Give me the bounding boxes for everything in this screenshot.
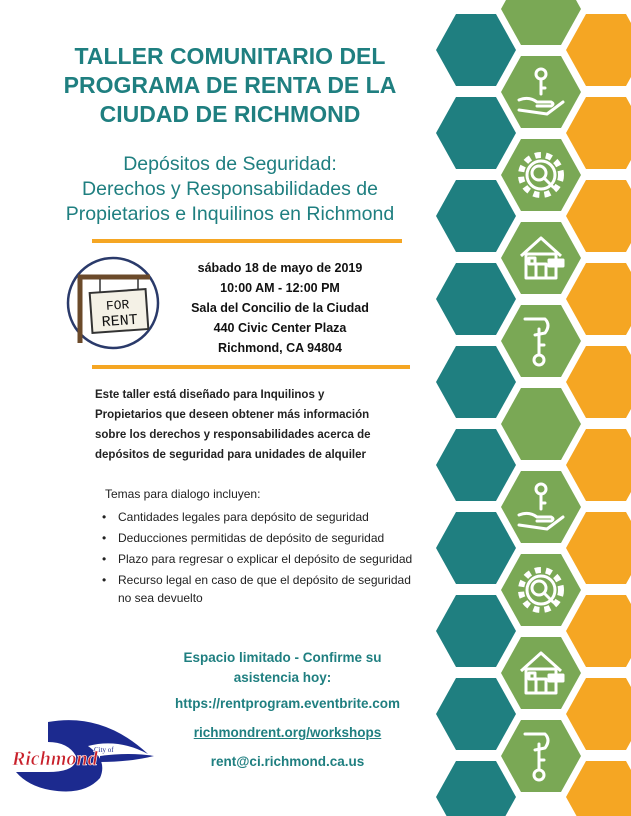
topics-heading: Temas para dialogo incluyen: bbox=[105, 487, 261, 501]
subtitle-line: Derechos y Responsabilidades de bbox=[82, 178, 378, 200]
list-item: • Cantidades legales para depósito de seguridad bbox=[98, 508, 418, 526]
rsvp-callout bbox=[145, 648, 420, 688]
divider bbox=[92, 239, 402, 243]
description-line: Propietarios que deseen obtener más información bbox=[95, 409, 370, 421]
event-venue: Sala del Concilio de la Ciudad bbox=[191, 301, 369, 315]
sign-text: FOR bbox=[105, 297, 130, 314]
title-line: PROGRAMA DE RENTA DE LA bbox=[63, 72, 397, 98]
subtitle bbox=[30, 152, 430, 227]
event-details bbox=[175, 258, 385, 358]
description bbox=[95, 385, 425, 465]
rsvp-line: asistencia hoy: bbox=[233, 670, 332, 685]
list-item: • Plazo para regresar o explicar el depósito de seguridad bbox=[98, 550, 418, 568]
divider bbox=[92, 365, 410, 369]
sign-text: RENT bbox=[101, 311, 139, 332]
logo-name: Richmond bbox=[12, 748, 98, 770]
subtitle-line: Depósitos de Seguridad: bbox=[123, 153, 337, 175]
list-item: • Deducciones permitidas de depósito de seguridad bbox=[98, 529, 418, 547]
list-item: • Recurso legal en caso de que el depósito de seguridad no sea devuelto bbox=[98, 571, 418, 607]
description-line: sobre los derechos y responsabilidades acerca de bbox=[95, 429, 371, 441]
event-time: 10:00 AM - 12:00 PM bbox=[220, 281, 340, 295]
title-line: CIUDAD DE RICHMOND bbox=[99, 101, 361, 127]
eventbrite-link[interactable]: https://rentprogram.eventbrite.com bbox=[174, 696, 401, 711]
email-link[interactable]: rent@ci.richmond.ca.us bbox=[210, 754, 365, 769]
workshops-link[interactable]: richmondrent.org/workshops bbox=[193, 725, 382, 740]
richmond-logo bbox=[8, 716, 158, 796]
rsvp-line: Espacio limitado - Confirme su bbox=[183, 650, 382, 665]
description-line: depósitos de seguridad para unidades de alquiler bbox=[95, 449, 366, 461]
subtitle-line: Propietarios e Inquilinos en Richmond bbox=[65, 203, 395, 225]
page-title bbox=[40, 42, 420, 129]
for-rent-sign-icon bbox=[58, 255, 168, 351]
event-city: Richmond, CA 94804 bbox=[218, 341, 342, 355]
event-address: 440 Civic Center Plaza bbox=[213, 321, 347, 335]
description-line: Este taller está diseñado para Inquilinos y bbox=[95, 389, 325, 401]
title-line: TALLER COMUNITARIO DEL bbox=[74, 43, 386, 69]
topics-list bbox=[98, 508, 418, 610]
event-date: sábado 18 de mayo de 2019 bbox=[197, 261, 363, 275]
logo-city-of: City of bbox=[94, 746, 114, 754]
